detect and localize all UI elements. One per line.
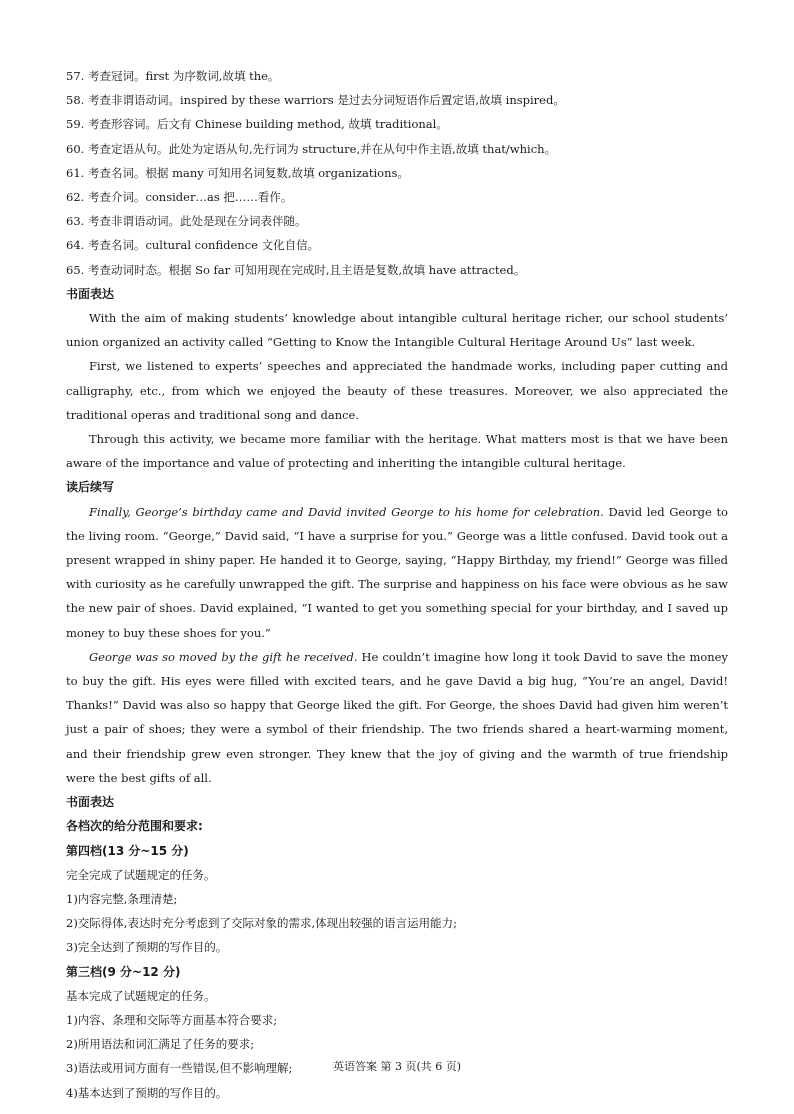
answer-63: 63. 考查非谓语动词。此处是现在分词表伴随。 [66,214,307,229]
writing-section [66,282,728,476]
writing-heading: 书面表达 [66,286,115,301]
writing-paragraph-3: Through this activity, we became more familiar with the heritage. What matters most is that we have been aware of the importance and value of protecting and inheriting the intangible cultural heritage. [66,432,728,471]
tier3-title: 第三档(9 分~12 分) [66,964,181,979]
scoring-subheading: 各档次的给分范围和要求: [66,819,203,834]
answer-61: 61. 考查名词。根据 many 可知用名词复数,故填 organizations。 [66,165,409,180]
tier3-item-2: 2)所用语法和词汇满足了任务的要求; [66,1037,255,1052]
tier4-title: 第四档(13 分~15 分) [66,843,189,858]
tier4-item-1: 1)内容完整,条理清楚; [66,891,178,906]
tier3-item-1: 1)内容、条理和交际等方面基本符合要求; [66,1012,278,1027]
tier4-item-2: 2)交际得体,表达时充分考虑到了交际对象的需求,体现出较强的语言运用能力; [66,916,457,931]
writing-paragraph-2: First, we listened to experts’ speeches and appreciated the handmade works, including paper cutting and calligraphy, etc., from which we enjoyed the beauty of these treasures. Moreover, we also appreciated the traditional operas and traditional song and dance. [66,359,728,422]
continuation-heading: 读后续写 [66,480,115,495]
tier4-summary: 完全完成了试题规定的任务。 [66,867,216,882]
paragraph-2-lead: George was so moved by the gift he received. [89,649,358,664]
continuation-paragraph-2 [66,645,728,790]
continuation-section [66,475,728,790]
answer-59: 59. 考查形容词。后文有 Chinese building method, 故填 traditional。 [66,117,448,132]
answer-60: 60. 考查定语从句。此处为定语从句,先行词为 structure,并在从句中作主语,故填 that/which。 [66,141,557,156]
answer-57: 57. 考查冠词。first 为序数词,故填 the。 [66,69,280,83]
scoring-heading: 书面表达 [66,795,115,810]
tier3-summary: 基本完成了试题规定的任务。 [66,988,216,1003]
answer-58: 58. 考查非谓语动词。inspired by these warriors 是过去分词短语作后置定语,故填 inspired。 [66,93,565,108]
continuation-paragraph-1 [66,500,728,645]
answer-62: 62. 考查介词。consider…as 把……看作。 [66,190,293,205]
answer-64: 64. 考查名词。cultural confidence 文化自信。 [66,238,320,253]
tier3-item-3: 3)语法或用词方面有一些错误,但不影响理解; [66,1061,293,1076]
scoring-section [66,790,728,1105]
page-content [66,64,728,1105]
paragraph-2-body: He couldn’t imagine how long it took David to save the money to buy the gift. His eyes were filled with excited tears, and he gave David a big hug, “You’re an angel, David! Thanks!” David was also so happy that George liked the gift. For George, the shoes David had given him weren’t just a pair of shoes; they were a symbol of their friendship. The two friends shared a heart-warming moment, and their friendship grew even stronger. They knew that the joy of giving and the warmth of true friendship were the best gifts of all. [66,649,728,785]
tier4-item-3: 3)完全达到了预期的写作目的。 [66,940,228,955]
answer-list [66,64,728,282]
paragraph-1-body: David led George to the living room. “George,” David said, “I have a surprise for you.” George was a little confused. David took out a present wrapped in shiny paper. He handed it to George, saying, “Happy Birthday, my friend!” George was filled with curiosity as he carefully unwrapped the gift. The surprise and happiness on his face were obvious as he saw the new pair of shoes. David explained, “I wanted to get you something special for your birthday, and I saved up money to buy these shoes for you.” [66,504,728,640]
answer-65: 65. 考查动词时态。根据 So far 可知用现在完成时,且主语是复数,故填 have attracted。 [66,262,526,277]
writing-paragraph-1: With the aim of making students’ knowledge about intangible cultural heritage richer, our school students’ union organized an activity called “Getting to Know the Intangible Cultural Heritage Around Us” last week. [66,311,728,350]
tier3-item-4: 4)基本达到了预期的写作目的。 [66,1085,228,1100]
page-footer: 英语答案 第 3 页(共 6 页) [332,1060,462,1073]
paragraph-1-lead: Finally, George’s birthday came and David invited George to his home for celebration. [89,504,604,519]
